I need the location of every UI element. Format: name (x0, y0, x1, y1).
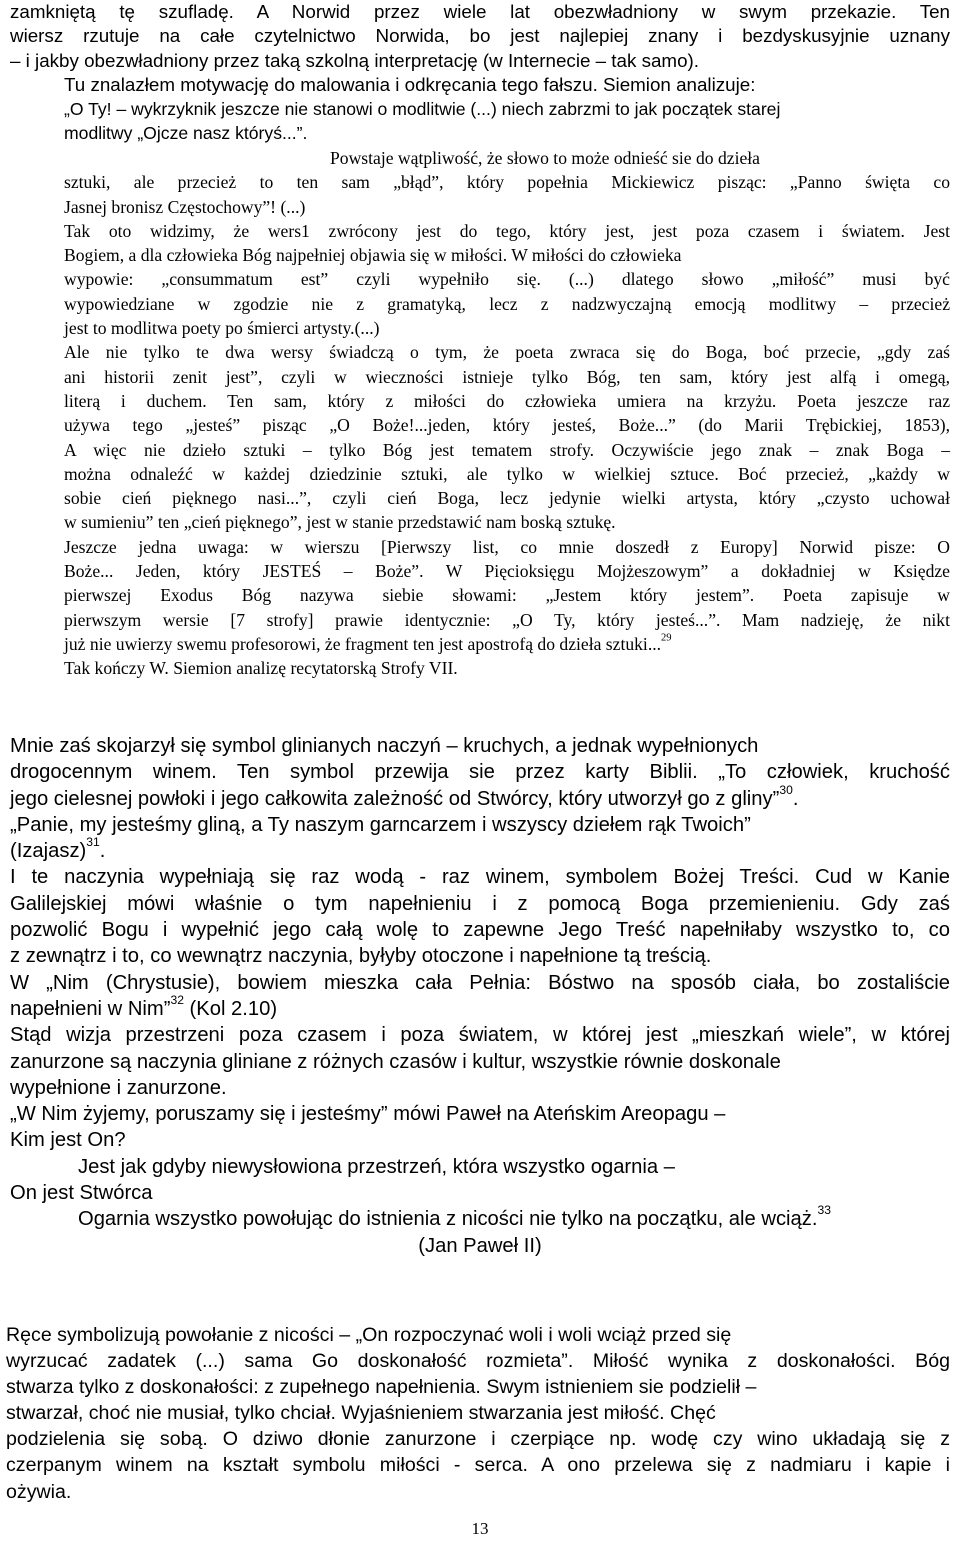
text-line: z zewnątrz i to, co wewnątrz naczynia, byłyby otoczone i napełnione tą treścią. (10, 945, 712, 968)
page-number: 13 (471, 1519, 489, 1538)
attribution: (Jan Paweł II) (418, 1234, 542, 1257)
text-line: wypełnione i zanurzone. (10, 1076, 227, 1099)
footnote-marker: 29 (661, 632, 672, 644)
text-line: wiersz rzutuje na całe czytelnictwo Norwida, bo jest najlepiej znany i bezdyskusyjnie uznany (10, 25, 950, 47)
text-line-content: napełnieni w Nim” (10, 997, 171, 1020)
text-line (10, 1203, 950, 1232)
paragraph-bottom (6, 1322, 950, 1505)
text-line: I te naczynia wypełniają się raz wodą - raz winem, symbolem Bożej Treści. Cud w Kanie (10, 866, 950, 889)
text-line-content: (Izajasz) (10, 840, 87, 863)
text-line: Galilejskiej mówi właśnie o tym napełnieniu i z pomocą Boga przemienieniu. Gdy zaś (10, 892, 950, 915)
text-line: „O Ty! – wykrzyknik jeszcze nie stanowi o modlitwie (...) niech zabrzmi to jak początek starej (64, 99, 781, 119)
citation: (Kol 2.10) (189, 997, 278, 1020)
text-line: Tak oto widzimy, że wers1 zwrócony jest do tego, który jest, jest poza czasem i światem. Jest (64, 220, 950, 241)
text-line: A więc nie dzieło sztuki – tylko Bóg jest tematem strofy. Oczywiście jego znak – znak Boga – (64, 439, 950, 460)
text-line: jego cielesnej powłoki i jego całkowita zależność od Stwórcy, który utworzył go z gliny”$^{30}$. (10, 782, 799, 810)
text-line: ani historii zenit jest”, czyli w wieczności istnieje tylko Bóg, ten sam, który jest alfą i omegą, (64, 366, 950, 387)
footnote-marker: 32 (170, 993, 184, 1008)
text-line: w sumieniu” ten „cień pięknego”, jest w stanie przedstawić nam boską sztukę. (64, 512, 616, 533)
text-line: literą i duchem. Ten sam, który z miłości do człowieka umiera na krzyżu. Poeta jeszcze raz (64, 390, 950, 411)
text-line: modlitwy „Ojcze nasz któryś...”. (64, 123, 308, 144)
text-line: pozwolić Bogu i wypełnić jego całą wolę to zapewne Jego Treść napełniłaby wszystko to, co (10, 919, 950, 942)
text-line: – i jakby obezwładniony przez taką szkolną interpretację (w Internecie – tak samo). (10, 49, 699, 71)
text-line: „Panie, my jesteśmy gliną, a Ty naszym garncarzem i wszyscy dziełem rąk Twoich” (10, 813, 751, 836)
paragraph-top (10, 0, 950, 97)
text-line: stwarzał, choć nie musiał, tylko chciał. Wyjaśnieniem stwarzania jest miłość. Chęć (6, 1402, 716, 1425)
text-line: czerpanym winem na kształt symbolu miłości - serca. A ono przelewa się z nadmiaru i kapie i (6, 1454, 950, 1477)
text-line: pierwszej Exodus Bóg nazywa siebie słowami: „Jestem który jestem”. Poeta zapisuje w (64, 585, 950, 606)
text-line: On jest Stwórca (10, 1182, 153, 1205)
text-line: można odnaleźć w każdej dziedzinie sztuki, ale tylko w wielkiej sztuce. Boć przecież, „każdy w (64, 463, 950, 484)
text-line: pierwszym wersie [7 strofy] prawie identycznie: „O Ty, który jesteś...”. Mam nadzieję, że nikt (64, 609, 950, 630)
text-line-content: jego cielesnej powłoki i jego całkowita zależność od Stwórcy, który utworzył go z gliny” (10, 787, 780, 810)
text-line: Ale nie tylko te dwa wersy świadczą o tym, że poeta zwraca się do Boga, boć przecie, „gdy zaś (64, 342, 950, 363)
text-line: wyrzucać zadatek (...) sama Go doskonałość rozmieta”. Miłość wynika z doskonałości. Bóg (6, 1350, 950, 1373)
text-line: Jest jak gdyby niewysłowiona przestrzeń, która wszystko ogarnia – (78, 1155, 675, 1178)
text-line: Tu znalazłem motywację do malowania i odkręcania tego fałszu. Siemion analizuje: (64, 73, 756, 95)
text-line: stwarza tylko z doskonałości: z zupełnego napełnienia. Swym istnieniem sie podzielił – (6, 1376, 757, 1399)
text-line: Boże... Jeden, który JESTEŚ – Boże”. W Pięcioksięgu Mojżeszowym” a dokładniej w Księdze (64, 561, 950, 582)
text-line: (Izajasz)$^{31}$. (10, 835, 106, 863)
text-line: sztuki, ale przecież to ten sam „błąd”, który popełnia Mickiewicz pisząc: „Panno święta co (64, 172, 950, 193)
text-line: używa tego „jesteś” pisząc „O Boże!...jeden, który jesteś, Boże...” (do Marii Trębickiej, 1853), (64, 415, 950, 436)
text-line: drogocennym winem. Ten symbol przewija sie przez karty Biblii. „To człowiek, kruchość (10, 761, 950, 784)
text-line: wypowiedziane w zgodzie nie z gramatyką, lecz z nadzwyczajną emocją modlitwy – przecież (64, 293, 950, 314)
quote-intro (64, 97, 950, 146)
text-line (64, 632, 950, 656)
text-line: Kim jest On? (10, 1129, 126, 1152)
text-line: W „Nim (Chrystusie), bowiem mieszka cała Pełnia: Bóstwo na sposób ciała, bo zostaliście (10, 971, 950, 994)
text-line: zamkniętą tę szufladę. A Norwid przez wiele lat obezwładniony w swym przekazie. Ten (10, 1, 950, 22)
text-line: podzielenia się sobą. O dziwo dłonie zanurzone i czerpiące np. wodę czy wino układają się z (6, 1428, 950, 1451)
text-line: Jeszcze jedna uwaga: w wierszu [Pierwszy list, co mnie doszedł z Europy] Norwid pisze: O (64, 536, 950, 557)
text-line-content: już nie uwierzy swemu profesorowi, że fragment ten jest apostrofą do dzieła sztuki... (64, 633, 662, 654)
text-line: Powstaje wątpliwość, że słowo to może odnieść sie do dzieła (330, 148, 760, 168)
footnote-marker: 33 (817, 1203, 831, 1218)
text-line: Jasnej bronisz Częstochowy”! (...) (64, 196, 306, 217)
quote-body (64, 146, 950, 681)
text-line-content: Ogarnia wszystko powołując do istnienia z nicości nie tylko na początku, ale wciąż. (78, 1208, 818, 1231)
text-line: Ręce symbolizują powołanie z nicości – „On rozpoczynać woli i woli wciąż przed się (6, 1324, 732, 1346)
text-line: jest to modlitwa poety po śmierci artysty.(...) (64, 318, 380, 339)
text-line: „W Nim żyjemy, poruszamy się i jesteśmy” mówi Paweł na Ateńskim Areopagu – (10, 1103, 726, 1126)
footnote-marker: 31 (86, 835, 100, 850)
text-line: Tak kończy W. Siemion analizę recytatorską Strofy VII. (64, 658, 458, 679)
text-line (10, 993, 950, 1022)
text-line: sobie cień pięknego nasi...”, czyli cień Boga, lecz jedynie wielki artysta, który „czysto uchował (64, 488, 950, 509)
footnote-marker: 30 (779, 782, 793, 797)
paragraph-main (10, 733, 950, 1259)
text-line: zanurzone są naczynia gliniane z różnych czasów i kultur, wszystkie równie doskonale (10, 1050, 781, 1073)
text-line: Mnie zaś skojarzył się symbol glinianych naczyń – kruchych, a jednak wypełnionych (10, 735, 759, 757)
text-line: wypowie: „consummatum est” czyli wypełniło się. (...) dlatego słowo „miłość” musi być (64, 269, 950, 290)
text-line: Bogiem, a dla człowieka Bóg najpełniej objawia się w miłości. W miłości do człowieka (64, 245, 682, 266)
text-line: ożywia. (6, 1480, 72, 1503)
text-line: Stąd wizja przestrzeni poza czasem i poza światem, w której jest „mieszkań wiele”, w której (10, 1024, 950, 1047)
